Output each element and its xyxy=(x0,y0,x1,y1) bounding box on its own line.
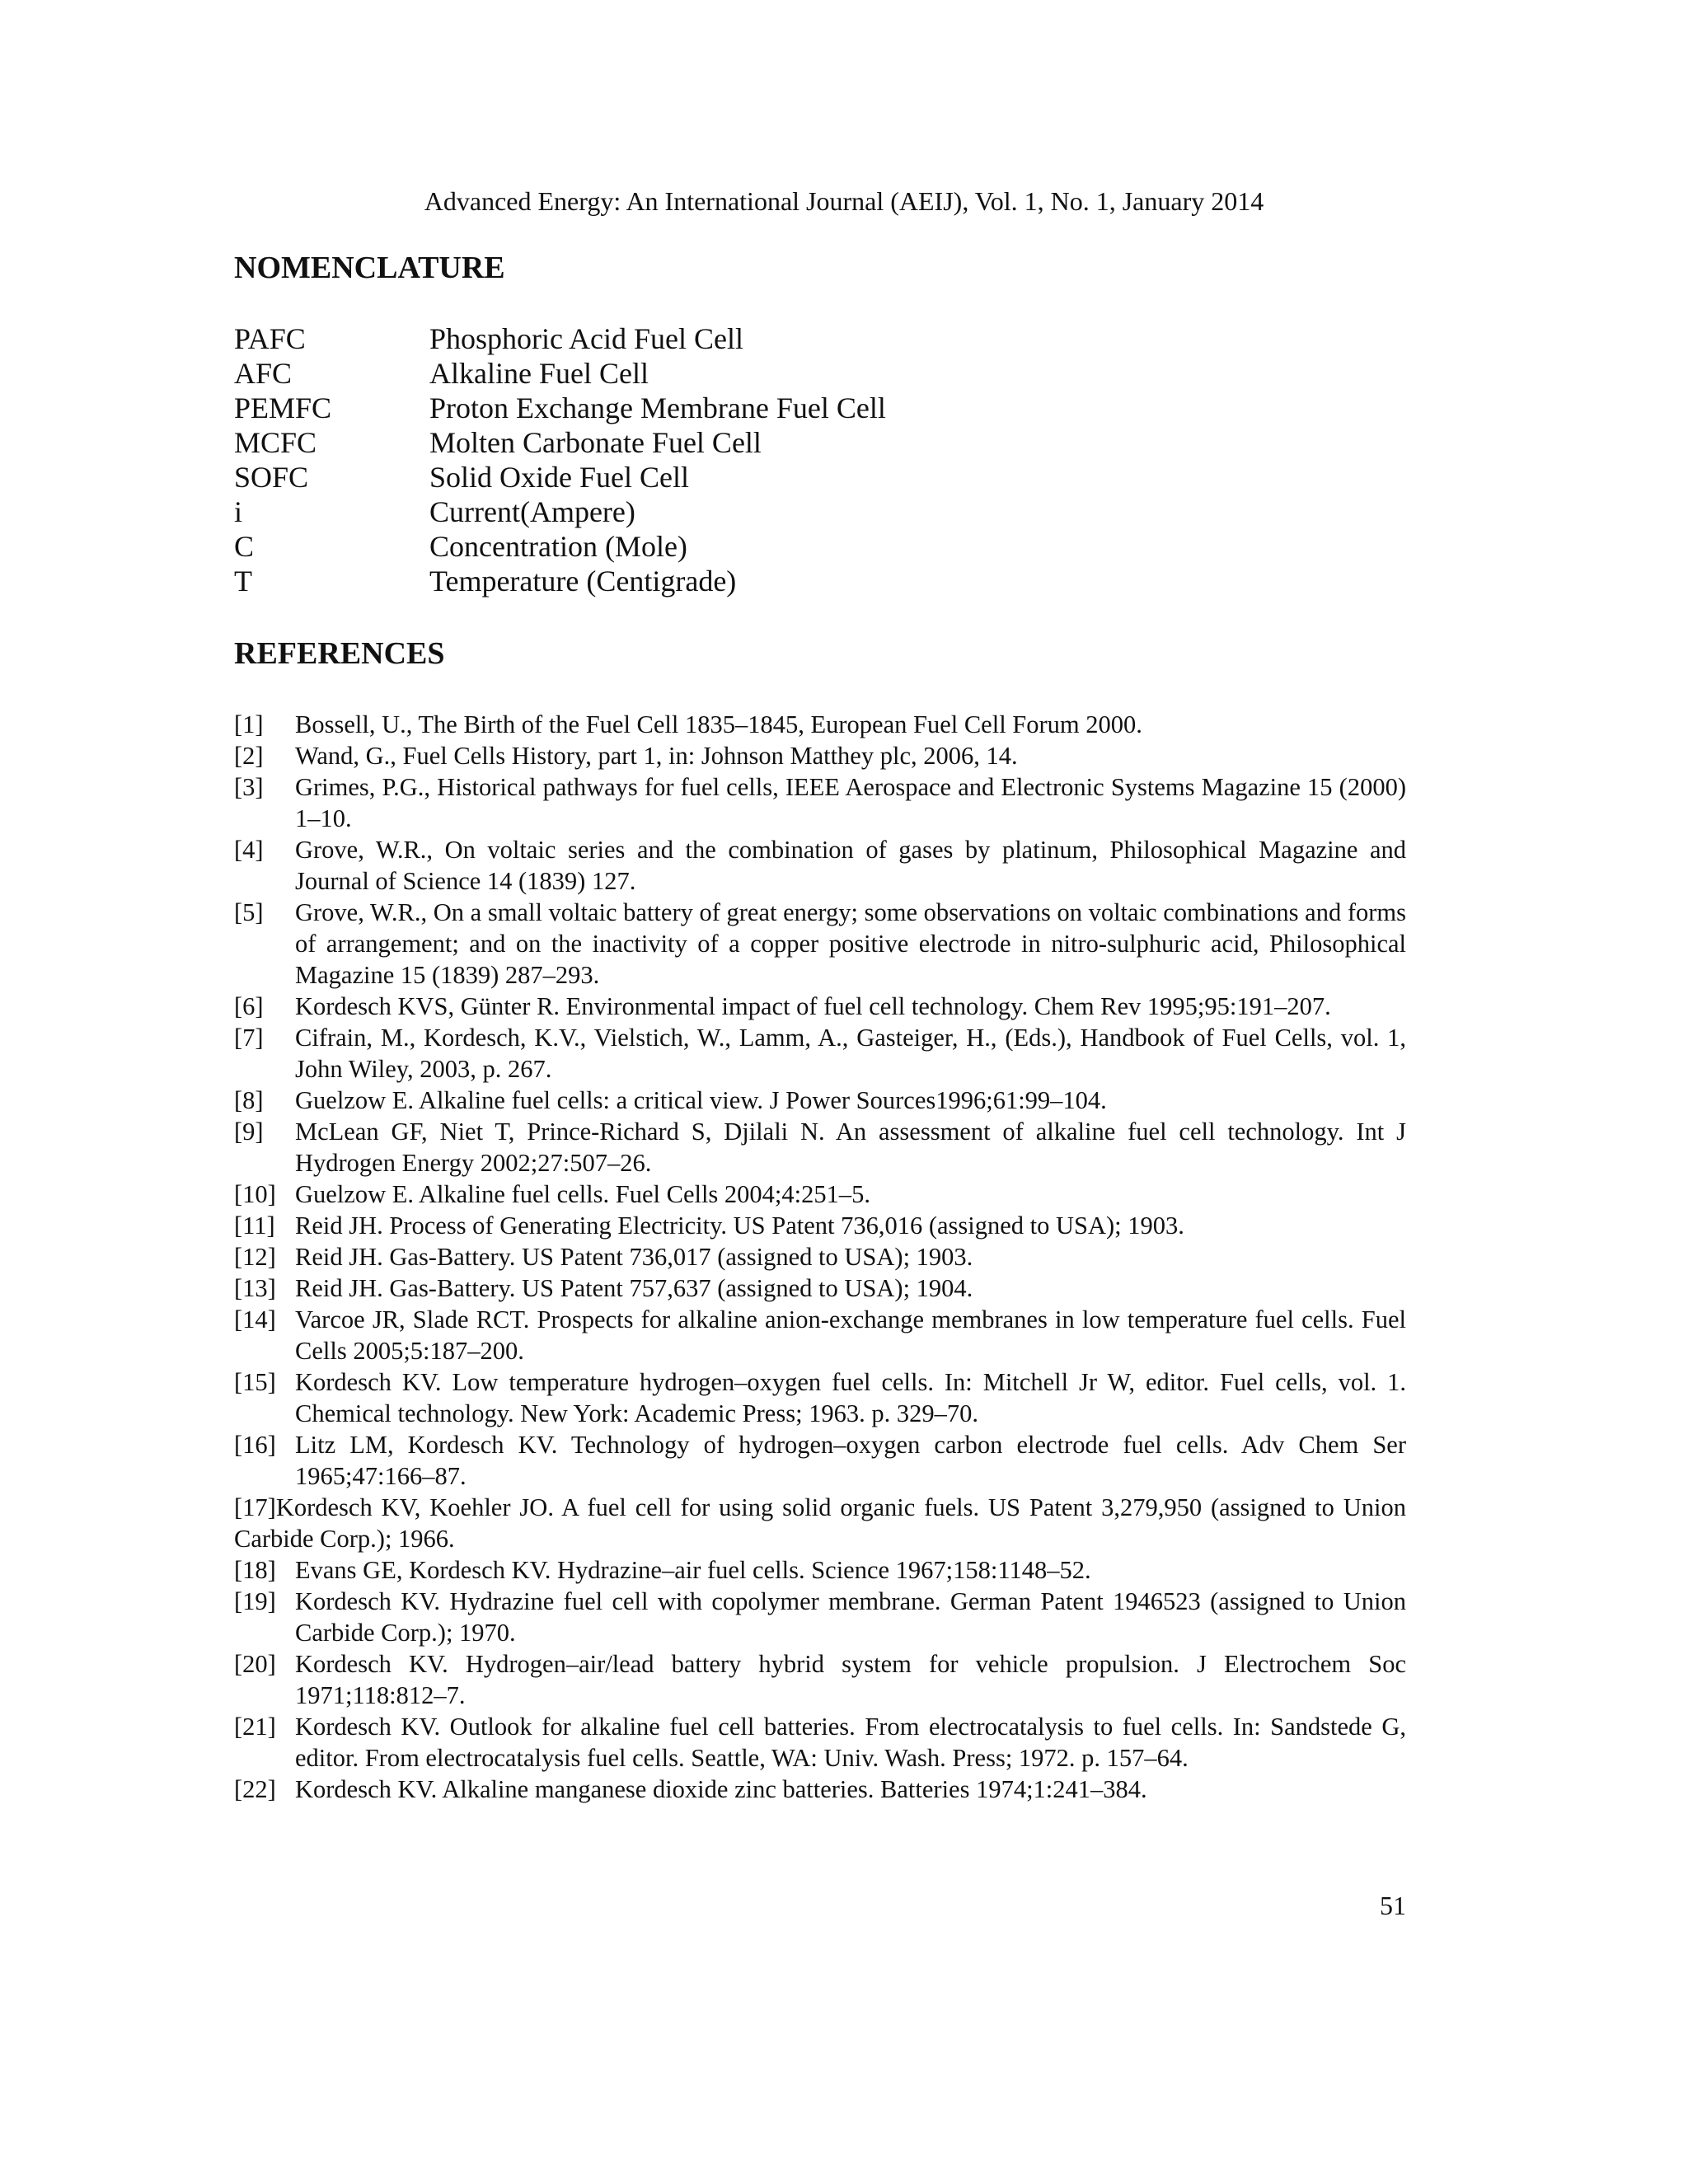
nomenclature-item xyxy=(234,529,1470,564)
reference-text: Grove, W.R., On voltaic series and the combination of gases by platinum, Philosophical Magazine and Journal of Science 14 (1839) 127. xyxy=(295,836,1406,895)
journal-header: Advanced Energy: An International Journal (AEIJ), Vol. 1, No. 1, January 2014 xyxy=(424,186,1264,216)
reference-number: [9] xyxy=(234,1118,264,1146)
reference-item xyxy=(234,834,1406,897)
nomenclature-item xyxy=(234,494,1470,529)
reference-text: Kordesch KV. Hydrazine fuel cell with copolymer membrane. German Patent 1946523 (assigned to Union Carbide Corp.); 1970. xyxy=(295,1587,1406,1647)
reference-text: Reid JH. Gas-Battery. US Patent 736,017 (assigned to USA); 1903. xyxy=(295,1243,973,1271)
reference-item xyxy=(234,1304,1406,1366)
nomenclature-definition: Alkaline Fuel Cell xyxy=(429,357,649,390)
reference-text: Varcoe JR, Slade RCT. Prospects for alkaline anion-exchange membranes in low temperature fuel cells. Fuel Cells 2005;5:187–200. xyxy=(295,1305,1406,1365)
reference-text: Guelzow E. Alkaline fuel cells: a critical view. J Power Sources1996;61:99–104. xyxy=(295,1086,1107,1114)
nomenclature-definition: Temperature (Centigrade) xyxy=(429,565,737,598)
nomenclature-heading: NOMENCLATURE xyxy=(234,251,505,285)
nomenclature-term: MCFC xyxy=(234,426,317,459)
reference-number: [22] xyxy=(234,1775,276,1803)
nomenclature-term: AFC xyxy=(234,357,293,390)
reference-number: [12] xyxy=(234,1243,276,1271)
nomenclature-term: T xyxy=(234,565,252,598)
reference-item xyxy=(234,1554,1406,1586)
reference-item xyxy=(234,1022,1406,1085)
reference-text: Wand, G., Fuel Cells History, part 1, in: Johnson Matthey plc, 2006, 14. xyxy=(295,742,1018,770)
reference-text: Kordesch KV, Koehler JO. A fuel cell for using solid organic fuels. US Patent 3,279,950 (assigned to Union Carbide Corp.); 1966. xyxy=(234,1493,1406,1553)
reference-text: Grimes, P.G., Historical pathways for fuel cells, IEEE Aerospace and Electronic Systems Magazine 15 (2000) 1–10. xyxy=(295,773,1406,832)
nomenclature-definition: Molten Carbonate Fuel Cell xyxy=(429,426,762,459)
nomenclature-term: i xyxy=(234,495,243,528)
nomenclature-definition: Proton Exchange Membrane Fuel Cell xyxy=(429,391,886,424)
reference-item xyxy=(234,1492,1406,1554)
reference-item xyxy=(234,1366,1406,1429)
nomenclature-item xyxy=(234,391,1470,425)
nomenclature-definition: Phosphoric Acid Fuel Cell xyxy=(429,322,743,355)
reference-item xyxy=(234,1648,1406,1711)
reference-text: Bossell, U., The Birth of the Fuel Cell 1835–1845, European Fuel Cell Forum 2000. xyxy=(295,710,1142,738)
reference-item xyxy=(234,1179,1406,1210)
nomenclature-definition: Solid Oxide Fuel Cell xyxy=(429,461,689,494)
reference-item xyxy=(234,1586,1406,1648)
reference-number: [6] xyxy=(234,992,264,1020)
reference-text: Guelzow E. Alkaline fuel cells. Fuel Cells 2004;4:251–5. xyxy=(295,1180,871,1208)
reference-text: Kordesch KV. Low temperature hydrogen–oxygen fuel cells. In: Mitchell Jr W, editor. Fuel cells, vol. 1. Chemical technology. New York: Academic Press; 1963. p. 329–70. xyxy=(295,1368,1406,1427)
reference-item xyxy=(234,709,1406,740)
reference-number: [13] xyxy=(234,1274,276,1302)
reference-item xyxy=(234,1116,1406,1179)
reference-number: [21] xyxy=(234,1713,276,1741)
reference-number: [15] xyxy=(234,1368,276,1396)
reference-number: [20] xyxy=(234,1650,276,1678)
nomenclature-list xyxy=(234,321,1470,598)
nomenclature-item xyxy=(234,356,1470,391)
reference-number: [17] xyxy=(234,1493,276,1521)
reference-item xyxy=(234,1085,1406,1116)
references-heading: REFERENCES xyxy=(234,636,445,671)
nomenclature-term: SOFC xyxy=(234,461,309,494)
nomenclature-item xyxy=(234,460,1470,494)
reference-text: Evans GE, Kordesch KV. Hydrazine–air fuel cells. Science 1967;158:1148–52. xyxy=(295,1556,1091,1584)
reference-item xyxy=(234,740,1406,771)
reference-text: Kordesch KV. Hydrogen–air/lead battery hybrid system for vehicle propulsion. J Electrochem Soc 1971;118:812–7. xyxy=(295,1650,1406,1709)
nomenclature-item xyxy=(234,564,1470,598)
reference-number: [11] xyxy=(234,1212,275,1240)
reference-text: Litz LM, Kordesch KV. Technology of hydrogen–oxygen carbon electrode fuel cells. Adv Chem Ser 1965;47:166–87. xyxy=(295,1431,1406,1490)
reference-item xyxy=(234,897,1406,991)
reference-item xyxy=(234,1429,1406,1492)
nomenclature-item xyxy=(234,425,1470,460)
reference-number: [18] xyxy=(234,1556,276,1584)
reference-number: [16] xyxy=(234,1431,276,1459)
reference-number: [1] xyxy=(234,710,264,738)
reference-item xyxy=(234,1210,1406,1241)
reference-number: [7] xyxy=(234,1024,264,1052)
reference-item xyxy=(234,991,1406,1022)
nomenclature-definition: Concentration (Mole) xyxy=(429,530,687,563)
reference-text: Kordesch KV. Outlook for alkaline fuel cell batteries. From electrocatalysis to fuel cells. In: Sandstede G, editor. From electrocatalysis fuel cells. Seattle, WA: Univ. Wash. Press; 1972. p. 157–64. xyxy=(295,1713,1406,1772)
nomenclature-definition: Current(Ampere) xyxy=(429,495,635,528)
page-number: 51 xyxy=(1380,1891,1406,1920)
reference-text: Cifrain, M., Kordesch, K.V., Vielstich, W., Lamm, A., Gasteiger, H., (Eds.), Handbook of Fuel Cells, vol. 1, John Wiley, 2003, p. 267. xyxy=(295,1024,1406,1083)
reference-number: [14] xyxy=(234,1305,276,1333)
reference-number: [2] xyxy=(234,742,264,770)
nomenclature-term: PEMFC xyxy=(234,391,332,424)
reference-number: [19] xyxy=(234,1587,276,1615)
reference-text: Reid JH. Process of Generating Electricity. US Patent 736,016 (assigned to USA); 1903. xyxy=(295,1212,1184,1240)
reference-list xyxy=(234,709,1406,1805)
reference-item xyxy=(234,1241,1406,1272)
reference-item xyxy=(234,1711,1406,1774)
reference-number: [10] xyxy=(234,1180,276,1208)
reference-text: Kordesch KVS, Günter R. Environmental impact of fuel cell technology. Chem Rev 1995;95:191–207. xyxy=(295,992,1331,1020)
nomenclature-term: PAFC xyxy=(234,322,306,355)
reference-item xyxy=(234,1272,1406,1304)
reference-number: [4] xyxy=(234,836,264,864)
reference-text: Grove, W.R., On a small voltaic battery of great energy; some observations on voltaic combinations and forms of arrangement; and on the inactivity of a copper positive electrode in nitro-sulphuric acid, Philosophical Magazine 15 (1839) 287–293. xyxy=(295,898,1406,989)
reference-number: [8] xyxy=(234,1086,264,1114)
reference-text: McLean GF, Niet T, Prince-Richard S, Djilali N. An assessment of alkaline fuel cell technology. Int J Hydrogen Energy 2002;27:507–26. xyxy=(295,1118,1406,1177)
reference-item xyxy=(234,771,1406,834)
reference-number: [5] xyxy=(234,898,264,926)
reference-item xyxy=(234,1774,1406,1805)
reference-text: Reid JH. Gas-Battery. US Patent 757,637 (assigned to USA); 1904. xyxy=(295,1274,973,1302)
reference-text: Kordesch KV. Alkaline manganese dioxide zinc batteries. Batteries 1974;1:241–384. xyxy=(295,1775,1147,1803)
nomenclature-term: C xyxy=(234,530,255,563)
nomenclature-item xyxy=(234,321,1470,356)
reference-number: [3] xyxy=(234,773,264,801)
